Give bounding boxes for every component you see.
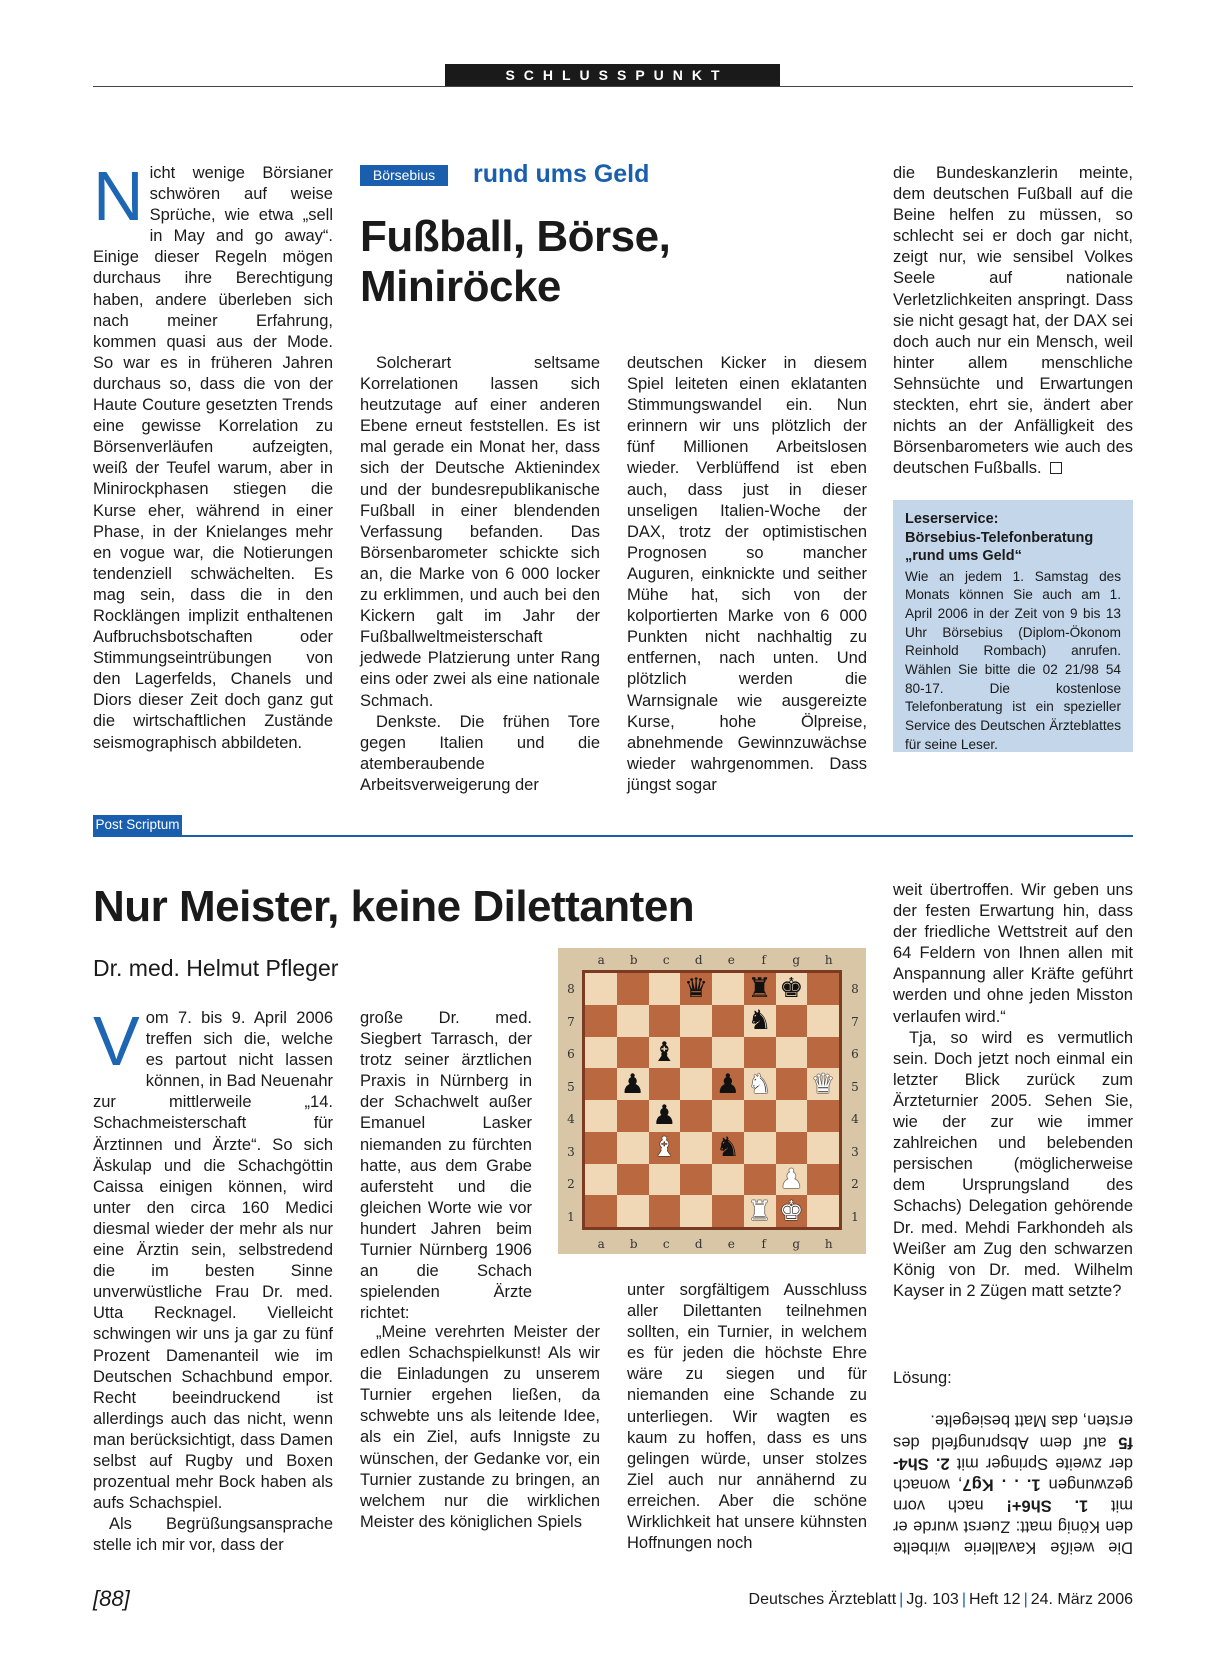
header-divider: [93, 86, 1133, 87]
infobox-title-line3: „rund ums Geld“: [905, 548, 1022, 564]
footer-volume: Jg. 103: [906, 1591, 959, 1608]
section-header-bar: [445, 64, 780, 86]
square-f2: [744, 1164, 776, 1196]
file-label: h: [824, 1237, 833, 1251]
solution-text-1: Die weiße Kavallerie wirbelte den König matt: Zuerst wurde er mit: [893, 1496, 1133, 1557]
square-h1: [807, 1195, 839, 1227]
white-rook-icon: ♜: [747, 1195, 772, 1227]
article2-col4-paragraph-1: weit übertroffen. Wir geben uns der festen Erwartung hin, dass der friedliche Wettstreit auf den 64 Feldern von Ihnen allen mit Anspannung aller Kräfte geführt werden und ohne jeden Misston verlaufen wird.“: [893, 881, 1133, 1026]
square-a4: [585, 1100, 617, 1132]
rank-label: 3: [567, 1144, 575, 1159]
square-e6: [712, 1037, 744, 1069]
square-d1: [680, 1195, 712, 1227]
square-b6: [617, 1037, 649, 1069]
square-b2: [617, 1164, 649, 1196]
leserservice-infobox: [893, 500, 1133, 752]
article1-column-4: [893, 163, 1133, 479]
article1-col2-paragraph-1: Solcherart seltsame Korrelationen lassen sich heutzutage auf einer anderen Ebene erneut feststellen. Es ist mal gerade ein Monat her, dass sich der Deutsche Aktienindex und der bundesrepublikanische Fußball in einer blendenden Verfassung befanden. Das Börsenbarometer schickte sich an, die Marke von 6 000 locker zu erklimmen, und auch bei den Kickern galt im Jahr der Fußballweltmeisterschaft jedwede Platzierung unter Rang eins oder zwei als eine nationale Schmach.: [360, 354, 600, 710]
solution-text-3: , wonach der zweite Springer mit: [893, 1454, 1133, 1494]
solution-move-1: 1. Sh6+!: [1006, 1496, 1089, 1515]
square-f8: [744, 973, 776, 1005]
section-title: SCHLUSSPUNKT: [505, 67, 729, 83]
square-a1: [585, 1195, 617, 1227]
square-e2: [712, 1164, 744, 1196]
square-f5: [744, 1068, 776, 1100]
square-h7: [807, 1005, 839, 1037]
file-label: b: [629, 953, 638, 967]
rank-label: 4: [567, 1112, 575, 1127]
infobox-title: [905, 510, 1121, 566]
black-pawn-icon: ♟: [652, 1100, 677, 1132]
square-g6: [776, 1037, 808, 1069]
file-label: e: [727, 1237, 735, 1251]
white-knight-icon: ♞: [747, 1068, 772, 1100]
solution-label: Lösung:: [893, 1369, 952, 1387]
square-g2: [776, 1164, 808, 1196]
square-a7: [585, 1005, 617, 1037]
article1-column-3: [627, 353, 867, 796]
file-label: f: [761, 953, 766, 967]
article1-headline-line2: Miniröcke: [360, 262, 561, 311]
square-h3: [807, 1132, 839, 1164]
white-queen-icon: ♛: [811, 1068, 836, 1100]
square-c8: [649, 973, 681, 1005]
square-h5: [807, 1068, 839, 1100]
article1-column-1: [93, 157, 333, 754]
article2-column-3: [627, 1280, 867, 1554]
square-d2: [680, 1164, 712, 1196]
rubric-title: rund ums Geld: [473, 160, 650, 188]
rank-label: 7: [851, 1014, 859, 1029]
square-e5: [712, 1068, 744, 1100]
square-a3: [585, 1132, 617, 1164]
black-pawn-icon: ♟: [715, 1068, 740, 1100]
footer-publication: Deutsches Ärzteblatt: [748, 1591, 897, 1608]
square-c5: [649, 1068, 681, 1100]
solution-move-3: 2. Sh4-f5: [893, 1433, 1133, 1473]
square-a6: [585, 1037, 617, 1069]
file-label: h: [824, 953, 833, 967]
article1-col2-paragraph-2: Denkste. Die frühen Tore gegen Italien und die atemberaubende Arbeitsverweigerung der: [360, 712, 600, 794]
article2-column-2-top: [360, 1008, 532, 1324]
square-g1: [776, 1195, 808, 1227]
square-d7: [680, 1005, 712, 1037]
rank-label: 2: [567, 1177, 575, 1192]
rank-label: 1: [851, 1209, 859, 1224]
square-f6: [744, 1037, 776, 1069]
square-c3: [649, 1132, 681, 1164]
rank-label: 8: [567, 982, 575, 997]
article2-col2-quote-text: „Meine verehrten Meister der edlen Schachspielkunst! Als wir die Einladungen zu unserem Turnier ergehen ließen, da schwebte uns als leitende Idee, als ein Ziel, aufs Innigste zu wünschen, der Gedanke vor, ein Turnier zustande zu bringen, an welchem nur die wirklichen Meister des königlichen Spiels: [360, 1323, 600, 1531]
solution-text-2: nach vorn gezwungen: [893, 1475, 1133, 1515]
rank-label: 2: [851, 1177, 859, 1192]
footer-separator: |: [1023, 1591, 1028, 1608]
article1-col3-text: deutschen Kicker in diesem Spiel leiteten einen eklatanten Stimmungswandel ein. Nun erinnern wir uns plötzlich der fünf Millionen Arbeitslosen wieder. Verblüffend ist eben auch, dass just in dieser unseligen Italien-Woche der DAX, trotz der optimistischen Prognosen so mancher Auguren, einknickte und seither Mühe hat, sich von der kolportierten Marke von 6 000 Punkten nicht nachhaltig zu entfernen, nach unten. Und plötzlich werden die Warnsignale wie ausgereizte Kurse, hohe Ölpreise, abnehmende Gewinnzuwächse wieder wahrgenommen. Dass jüngst sogar: [627, 354, 867, 794]
footer-citation: [749, 1590, 1133, 1610]
square-e4: [712, 1100, 744, 1132]
rank-label: 6: [567, 1047, 575, 1062]
post-scriptum-divider: [93, 835, 1133, 837]
square-b3: [617, 1132, 649, 1164]
article1-intro-text: icht wenige Börsianer schwören auf weise Sprüche, wie etwa „sell in May and go away“. Einige dieser Regeln mögen durchaus ihre Berechtigung haben, andere überleben sich nach meiner Erfahrung, kommen quasi aus der Mode. So war es in früheren Jahren durchaus so, dass die von der Haute Couture gesetzten Trends eine gewisse Korrelation zu Börsenverläufen aufzeigten, weiß der Teufel warum, aber in Minirockphasen stiegen die Kurse eher, während in einer Phase, in der Knielanges mehr en vogue war, die Notierungen tendenziell schwächelten. Es mag sein, dass die in den Rocklängen implizit enthaltenen Aufbruchsbotschaften oder Stimmungseintrübungen von den Lagerfelds, Chanels und Diors dieser Zeit doch ganz gut die wirtschaftlichen Zustände seismographisch abbildeten.: [93, 164, 333, 752]
square-c1: [649, 1195, 681, 1227]
square-d5: [680, 1068, 712, 1100]
infobox-title-line2: Börsebius-Telefonberatung: [905, 529, 1094, 546]
black-queen-icon: ♛: [684, 973, 709, 1005]
article1-dropcap: N: [93, 157, 144, 235]
rank-label: 8: [851, 982, 859, 997]
article2-col3-text: unter sorgfältigem Ausschluss aller Dilettanten teilnehmen sollten, ein Turnier, in welchem es für jeden die höchste Ehre wäre zu siegen und für niemanden eine Schande zu unterliegen. Wir wagten es kaum zu hoffen, dass es uns gelingen würde, unser stolzes Ziel auch nur annähernd zu erreichen. Aber die schöne Wirklichkeit hat unsere kühnsten Hoffnungen noch: [627, 1281, 867, 1553]
square-e7: [712, 1005, 744, 1037]
white-king-icon: ♚: [779, 1195, 804, 1227]
file-label: b: [629, 1237, 638, 1251]
square-c4: [649, 1100, 681, 1132]
infobox-body: Wie an jedem 1. Samstag des Monats können Sie auch am 1. April 2006 in der Zeit von 9 bis 13 Uhr Börsebius (Diplom-Ökonom Reinhold Rombach) anrufen. Wählen Sie bitte die 02 21/98 54 80-17. Die kostenlose Telefonberatung ist ein spezieller Service des Deutschen Ärzteblattes für seine Leser.: [905, 568, 1121, 752]
article2-author: Dr. med. Helmut Pfleger: [93, 955, 339, 981]
footer-date: 24. März 2006: [1030, 1591, 1133, 1608]
article2-column-1: [93, 1002, 333, 1556]
rank-label: 4: [851, 1112, 859, 1127]
boersebius-tag: Börsebius: [360, 165, 448, 186]
square-d3: [680, 1132, 712, 1164]
rank-label: 5: [851, 1079, 859, 1094]
article2-headline: Nur Meister, keine Dilettanten: [93, 882, 695, 931]
solution-text-4: auf dem Absprungfeld des ersten, das Matt besiegelte.: [893, 1412, 1133, 1452]
white-bishop-icon: ♝: [652, 1132, 677, 1164]
page-number: [88]: [93, 1586, 130, 1611]
square-d4: [680, 1100, 712, 1132]
square-b4: [617, 1100, 649, 1132]
square-g5: [776, 1068, 808, 1100]
square-a8: [585, 973, 617, 1005]
rank-label: 1: [567, 1209, 575, 1224]
file-label: c: [662, 1237, 670, 1251]
black-knight-icon: ♞: [715, 1132, 740, 1164]
black-bishop-icon: ♝: [652, 1036, 677, 1068]
square-g7: [776, 1005, 808, 1037]
file-label: d: [694, 1237, 703, 1251]
square-d8: [680, 973, 712, 1005]
article2-col2-top-text: große Dr. med. Siegbert Tarrasch, der trotz seiner ärztlichen Praxis in Nürnberg in der Schachwelt außer Emanuel Lasker niemanden zu fürchten hatte, aus dem Grabe aufersteht und die gleichen Worte wie vor hundert Jahren beim Turnier Nürnberg 1906 an die Schach spielenden Ärzte richtet:: [360, 1009, 532, 1323]
square-f7: [744, 1005, 776, 1037]
file-label: a: [597, 953, 605, 967]
rank-label: 3: [851, 1144, 859, 1159]
end-mark-icon: [1050, 462, 1062, 474]
square-b5: [617, 1068, 649, 1100]
square-h6: [807, 1037, 839, 1069]
square-g8: [776, 973, 808, 1005]
square-a2: [585, 1164, 617, 1196]
file-label: g: [792, 1237, 801, 1251]
white-pawn-icon: ♟: [779, 1163, 804, 1195]
solution-move-2: 1. . . Kg7: [962, 1475, 1041, 1494]
square-b1: [617, 1195, 649, 1227]
square-a5: [585, 1068, 617, 1100]
square-f3: [744, 1132, 776, 1164]
square-g3: [776, 1132, 808, 1164]
article2-col1-paragraph-1: om 7. bis 9. April 2006 treffen sich die, welche es partout nicht lassen können, in Bad Neuenahr zur mittlerweile „14. Schachmeisterschaft für Ärztinnen und Ärzte“. So sich Äskulap und die Schachgöttin Caissa einigen können, wird unter den circa 160 Medici diesmal wieder der mehr als nur eine Ärztin sein, selbstredend die im besten Sinne unverwüstliche Frau Dr. med. Utta Recknagel. Vielleicht schwingen wir uns ja gar zu fünf Prozent Damenanteil wie im Deutschen Schachbund empor. Recht beeindruckend ist allerdings auch das nicht, wenn man berücksichtigt, dass Damen selbst auf Rugby und Boxen prozentual mehr Bock haben als aufs Schachspiel.: [93, 1009, 333, 1513]
file-label: a: [597, 1237, 605, 1251]
solution-upside-down: [893, 1410, 1133, 1558]
square-c6: [649, 1037, 681, 1069]
file-label: f: [761, 1237, 766, 1251]
square-g4: [776, 1100, 808, 1132]
black-king-icon: ♚: [779, 973, 804, 1005]
article1-headline: [360, 212, 860, 312]
square-c7: [649, 1005, 681, 1037]
chess-diagram: [558, 948, 866, 1254]
square-c2: [649, 1164, 681, 1196]
file-label: g: [792, 953, 801, 967]
footer-separator: |: [961, 1591, 966, 1608]
infobox-title-line1: Leserservice:: [905, 511, 999, 527]
article1-column-2: [360, 353, 600, 796]
square-b8: [617, 973, 649, 1005]
rank-label: 6: [851, 1047, 859, 1062]
rank-label: 7: [567, 1014, 575, 1029]
article2-column-2-quote: [360, 1322, 600, 1533]
post-scriptum-tag: Post Scriptum: [93, 815, 182, 835]
file-label: e: [727, 953, 735, 967]
square-d6: [680, 1037, 712, 1069]
square-e3: [712, 1132, 744, 1164]
footer-separator: |: [899, 1591, 904, 1608]
black-knight-icon: ♞: [747, 1005, 772, 1037]
rank-label: 5: [567, 1079, 575, 1094]
square-e1: [712, 1195, 744, 1227]
file-label: d: [694, 953, 703, 967]
article2-col1-paragraph-2: Als Begrüßungsansprache stelle ich mir vor, dass der: [93, 1515, 333, 1555]
article2-dropcap: V: [93, 1002, 140, 1080]
square-h8: [807, 973, 839, 1005]
square-e8: [712, 973, 744, 1005]
square-f1: [744, 1195, 776, 1227]
file-label: c: [662, 953, 670, 967]
article2-col4-paragraph-2: Tja, so wird es vermutlich sein. Doch jetzt noch einmal ein letzter Blick zurück zum Ärzteturnier 2005. Sehen Sie, wie der zur wie immer zahlreichen und belebenden persischen (möglicherweise dem Ursprungsland des Schachs) Delegation gehörende Dr. med. Mehdi Farkhondeh als Weißer am Zug den schwarzen König von Dr. med. Wilhelm Kayser in 2 Zügen matt setzte?: [893, 1028, 1133, 1300]
chessboard: [582, 970, 842, 1230]
footer-issue: Heft 12: [968, 1591, 1021, 1608]
article1-headline-line1: Fußball, Börse,: [360, 212, 671, 261]
square-f4: [744, 1100, 776, 1132]
square-h4: [807, 1100, 839, 1132]
square-h2: [807, 1164, 839, 1196]
black-rook-icon: ♜: [747, 973, 772, 1005]
square-b7: [617, 1005, 649, 1037]
article1-col4-text: die Bundeskanzlerin meinte, dem deutschen Fußball auf die Beine helfen zu müssen, so schlecht sei er doch gar nicht, zeigt nur, wie sensibel Volkes Seele auf nationale Verletzlichkeiten anspringt. Dass sie nicht gesagt hat, der DAX sei doch auch nur ein Mensch, weil hinter allem menschliche Sehnsüchte und Erwartungen steckten, ehrt sie, ändert aber nichts an der Anfälligkeit des Börsenbarometers wie auch des deutschen Fußballs.: [893, 164, 1133, 478]
black-pawn-icon: ♟: [620, 1068, 645, 1100]
article2-column-4: [893, 880, 1133, 1302]
